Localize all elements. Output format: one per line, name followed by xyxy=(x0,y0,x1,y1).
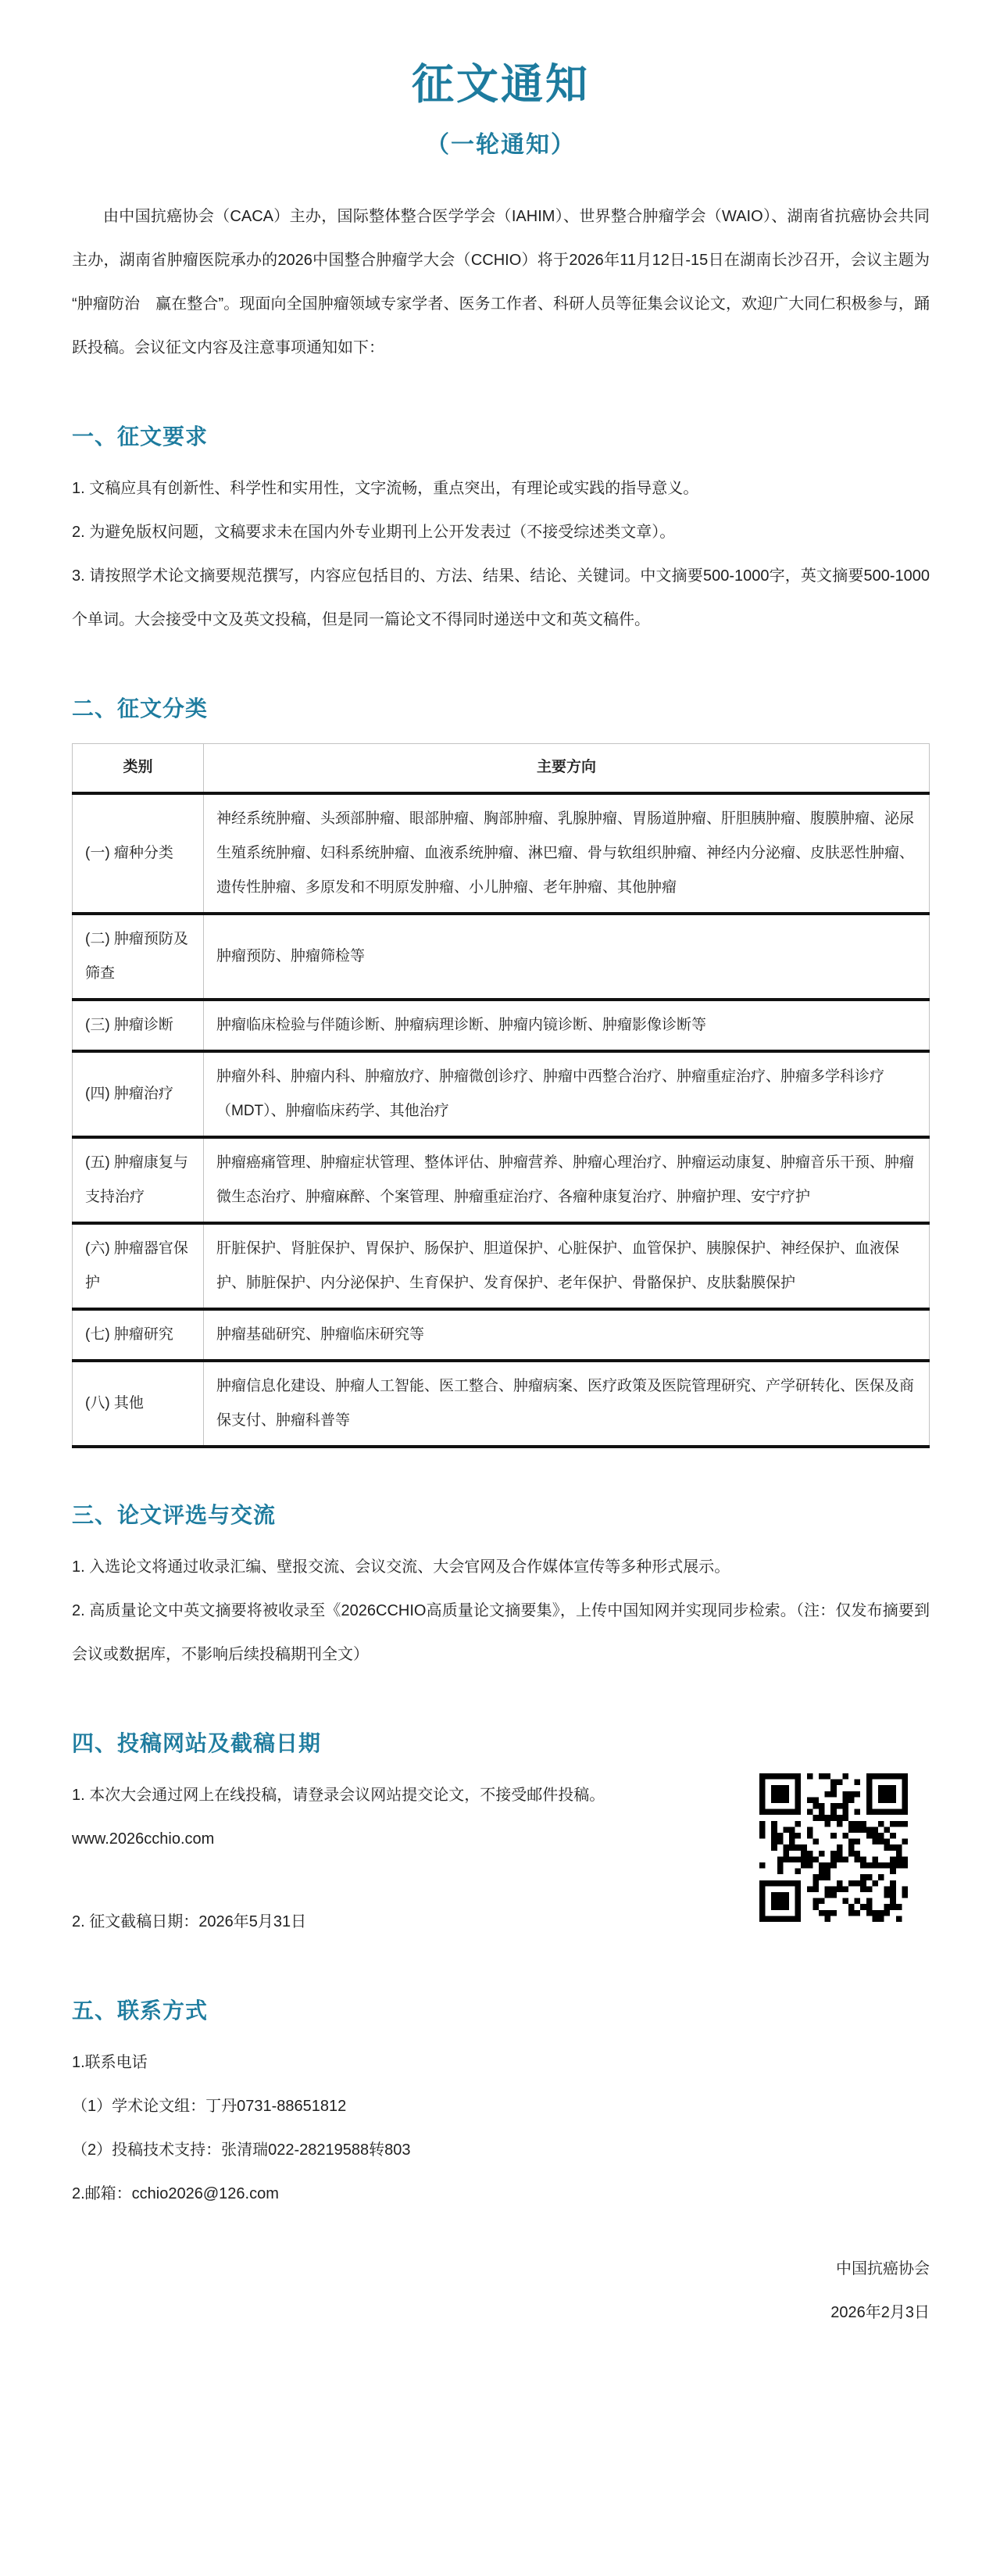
contact-tech-support: （2）投稿技术支持：张清瑞022-28219588转803 xyxy=(72,2141,411,2159)
direction-cell: 肿瘤癌痛管理、肿瘤症状管理、整体评估、肿瘤营养、肿瘤心理治疗、肿瘤运动康复、肿瘤音乐干预、肿瘤微生态治疗、肿瘤麻醉、个案管理、肿瘤重症治疗、各瘤种康复治疗、肿瘤护理、安宁疗护 xyxy=(216,1154,915,1205)
category-cell: (四) 肿瘤治疗 xyxy=(73,1051,204,1137)
category-cell: (七) 肿瘤研究 xyxy=(73,1309,204,1361)
review-item-1: 1. 入选论文将通过收录汇编、壁报交流、会议交流、大会官网及合作媒体宣传等多种形式展示。 xyxy=(72,1558,730,1576)
footer-organization: 中国抗癌协会 xyxy=(836,2259,930,2277)
page-title: 征文通知 xyxy=(412,61,590,108)
classification-table xyxy=(72,743,930,1448)
direction-cell: 神经系统肿瘤、头颈部肿瘤、眼部肿瘤、胸部肿瘤、乳腺肿瘤、胃肠道肿瘤、肝胆胰肿瘤、腹膜肿瘤、泌尿生殖系统肿瘤、妇科系统肿瘤、血液系统肿瘤、淋巴瘤、骨与软组织肿瘤、神经内分泌瘤、皮肤恶性肿瘤、遗传性肿瘤、多原发和不明原发肿瘤、小儿肿瘤、老年肿瘤、其他肿瘤 xyxy=(216,810,915,896)
table-row xyxy=(73,793,930,914)
classification-table-body xyxy=(73,793,930,1447)
intro-paragraph: 由中国抗癌协会（CACA）主办，国际整体整合医学学会（IAHIM）、世界整合肿瘤学会（WAIO）、湖南省抗癌协会共同主办，湖南省肿瘤医院承办的2026中国整合肿瘤学大会（CCHIO）将于2026年11月12日-15日在湖南长沙召开，会议主题为“肿瘤防治 赢在整合”。现面向全国肿瘤领域专家学者、医务工作者、科研人员等征集会议论文，欢迎广大同仁积极参与，踊跃投稿。会议征文内容及注意事项通知如下： xyxy=(72,208,930,356)
table-header-direction: 主要方向 xyxy=(536,759,596,775)
requirement-item-2: 2. 为避免版权问题，文稿要求未在国内外专业期刊上公开发表过（不接受综述类文章）。 xyxy=(72,524,676,541)
requirement-item-1: 1. 文稿应具有创新性、科学性和实用性，文字流畅，重点突出，有理论或实践的指导意义。 xyxy=(72,480,699,497)
section-heading-requirements: 一、征文要求 xyxy=(72,424,209,449)
direction-cell: 肿瘤临床检验与伴随诊断、肿瘤病理诊断、肿瘤内镜诊断、肿瘤影像诊断等 xyxy=(216,1016,707,1033)
requirement-item-3: 3. 请按照学术论文摘要规范撰写，内容应包括目的、方法、结果、结论、关键词。中文摘要500-1000字，英文摘要500-1000个单词。大会接受中文及英文投稿，但是同一篇论文不得同时递送中文和英文稿件。 xyxy=(72,567,930,628)
category-cell: (三) 肿瘤诊断 xyxy=(73,1000,204,1051)
table-row xyxy=(73,1361,930,1447)
table-header-category: 类别 xyxy=(73,744,204,793)
submission-block xyxy=(72,1773,930,1944)
contact-email: 2.邮箱：cchio2026@126.com xyxy=(72,2184,279,2202)
section-heading-review: 三、论文评选与交流 xyxy=(72,1502,277,1527)
category-cell: (五) 肿瘤康复与支持治疗 xyxy=(73,1137,204,1223)
direction-cell: 肿瘤预防、肿瘤筛检等 xyxy=(216,947,366,964)
table-row xyxy=(73,914,930,1000)
table-row xyxy=(73,1000,930,1051)
section-heading-submission: 四、投稿网站及截稿日期 xyxy=(72,1730,322,1755)
category-cell: (六) 肿瘤器官保护 xyxy=(73,1223,204,1309)
direction-cell: 肿瘤信息化建设、肿瘤人工智能、医工整合、肿瘤病案、医疗政策及医院管理研究、产学研转化、医保及商保支付、肿瘤科普等 xyxy=(216,1377,915,1429)
table-header-row xyxy=(73,744,930,793)
submission-deadline: 2. 征文截稿日期：2026年5月31日 xyxy=(72,1912,307,1930)
contact-phone-label: 1.联系电话 xyxy=(72,2053,148,2071)
table-row xyxy=(73,1223,930,1309)
section-heading-classification: 二、征文分类 xyxy=(72,696,209,721)
table-row xyxy=(73,1051,930,1137)
submission-url: www.2026cchio.com xyxy=(72,1830,215,1848)
category-cell: (二) 肿瘤预防及筛查 xyxy=(73,914,204,1000)
category-cell: (一) 瘤种分类 xyxy=(73,793,204,914)
direction-cell: 肿瘤外科、肿瘤内科、肿瘤放疗、肿瘤微创诊疗、肿瘤中西整合治疗、肿瘤重症治疗、肿瘤多学科诊疗（MDT）、肿瘤临床药学、其他治疗 xyxy=(216,1068,885,1119)
page-subtitle: （一轮通知） xyxy=(426,132,576,158)
footer-date: 2026年2月3日 xyxy=(830,2303,930,2321)
table-row xyxy=(73,1137,930,1223)
direction-cell: 肝脏保护、肾脏保护、胃保护、肠保护、胆道保护、心脏保护、血管保护、胰腺保护、神经保护、血液保护、肺脏保护、内分泌保护、生育保护、发育保护、老年保护、骨骼保护、皮肤黏膜保护 xyxy=(216,1240,900,1291)
submission-item-1: 1. 本次大会通过网上在线投稿，请登录会议网站提交论文，不接受邮件投稿。 xyxy=(72,1786,605,1804)
submission-qr-code xyxy=(759,1773,908,1922)
review-item-2: 2. 高质量论文中英文摘要将被收录至《2026CCHIO高质量论文摘要集》，上传中国知网并实现同步检索。（注：仅发布摘要到会议或数据库，不影响后续投稿期刊全文） xyxy=(72,1601,930,1663)
document-footer xyxy=(72,2247,930,2334)
table-row xyxy=(73,1309,930,1361)
section-heading-contact: 五、联系方式 xyxy=(72,1998,209,2023)
category-cell: (八) 其他 xyxy=(73,1361,204,1447)
direction-cell: 肿瘤基础研究、肿瘤临床研究等 xyxy=(216,1326,425,1343)
contact-academic-group: （1）学术论文组：丁丹0731-88651812 xyxy=(72,2097,347,2115)
